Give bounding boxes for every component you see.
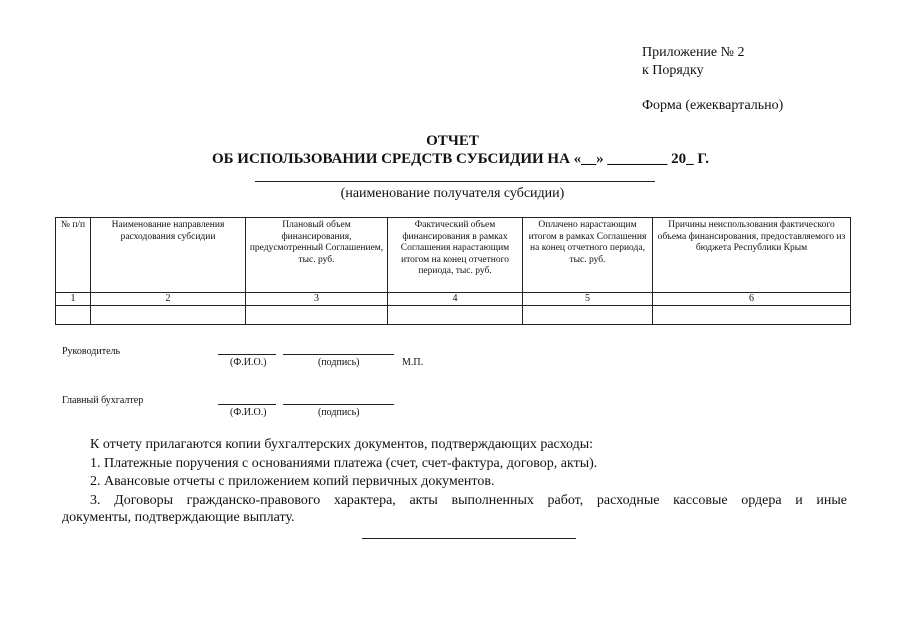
head-fio-caption: (Ф.И.О.) — [230, 357, 267, 368]
table-column-numbers-row — [56, 293, 851, 306]
stamp-label: М.П. — [402, 357, 424, 368]
table-header-row — [56, 218, 851, 293]
header-cell-actual: Фактический объем финансирования в рамках Соглашения нарастающим итогом на конец отчетного периода, тыс. руб. — [388, 218, 523, 293]
column-number: 6 — [653, 293, 851, 306]
table-cell[interactable] — [388, 306, 523, 325]
recipient-line — [255, 181, 655, 182]
header-cell-direction: Наименование направления расходования субсидии — [91, 218, 246, 293]
table-cell[interactable] — [91, 306, 246, 325]
column-number: 5 — [523, 293, 653, 306]
attachment-item-1: 1. Платежные поручения с основаниями платежа (счет, счет-фактура, договор, акты). — [90, 456, 598, 471]
table-row — [56, 306, 851, 325]
attachment-item-3: 3. Договоры гражданско-правового характера, акты выполненных работ, расходные кассовые ордера и иные — [90, 493, 847, 508]
attachment-item-3-continued: документы, подтверждающие выплату. — [62, 510, 295, 525]
report-table — [55, 217, 851, 325]
accountant-signature-caption: (подпись) — [318, 407, 360, 418]
column-number: 2 — [91, 293, 246, 306]
attachment-item-2: 2. Авансовые отчеты с приложением копий первичных документов. — [90, 474, 495, 489]
form-frequency-label: Форма (ежеквартально) — [642, 98, 784, 113]
accountant-signature-line[interactable] — [283, 403, 394, 405]
accountant-fio-caption: (Ф.И.О.) — [230, 407, 267, 418]
accountant-label: Главный бухгалтер — [62, 395, 144, 406]
head-signature-caption: (подпись) — [318, 357, 360, 368]
order-label: к Порядку — [642, 63, 704, 78]
column-number: 1 — [56, 293, 91, 306]
column-number: 4 — [388, 293, 523, 306]
header-cell-reasons: Причины неиспользования фактического объема финансирования, предоставляемого из бюджета Республики Крым — [653, 218, 851, 293]
header-cell-planned: Плановый объем финансирования, предусмотренный Соглашением, тыс. руб. — [246, 218, 388, 293]
head-signature-line[interactable] — [283, 353, 394, 355]
header-cell-number: № п/п — [56, 218, 91, 293]
head-label: Руководитель — [62, 346, 121, 357]
header-cell-paid: Оплачено нарастающим итогом в рамках Соглашения на конец отчетного периода, тыс. руб. — [523, 218, 653, 293]
table-cell[interactable] — [523, 306, 653, 325]
appendix-label: Приложение № 2 — [642, 45, 745, 60]
report-subtitle: ОБ ИСПОЛЬЗОВАНИИ СРЕДСТВ СУБСИДИИ НА «__» ________ 20_ Г. — [211, 151, 710, 167]
table-cell[interactable] — [56, 306, 91, 325]
table-cell[interactable] — [653, 306, 851, 325]
head-fio-line[interactable] — [218, 353, 276, 355]
recipient-caption: (наименование получателя субсидии) — [340, 186, 565, 201]
closing-separator — [362, 538, 576, 539]
attachments-intro: К отчету прилагаются копии бухгалтерских документов, подтверждающих расходы: — [90, 437, 594, 452]
table-cell[interactable] — [246, 306, 388, 325]
accountant-fio-line[interactable] — [218, 403, 276, 405]
column-number: 3 — [246, 293, 388, 306]
report-title: ОТЧЕТ — [426, 133, 479, 149]
